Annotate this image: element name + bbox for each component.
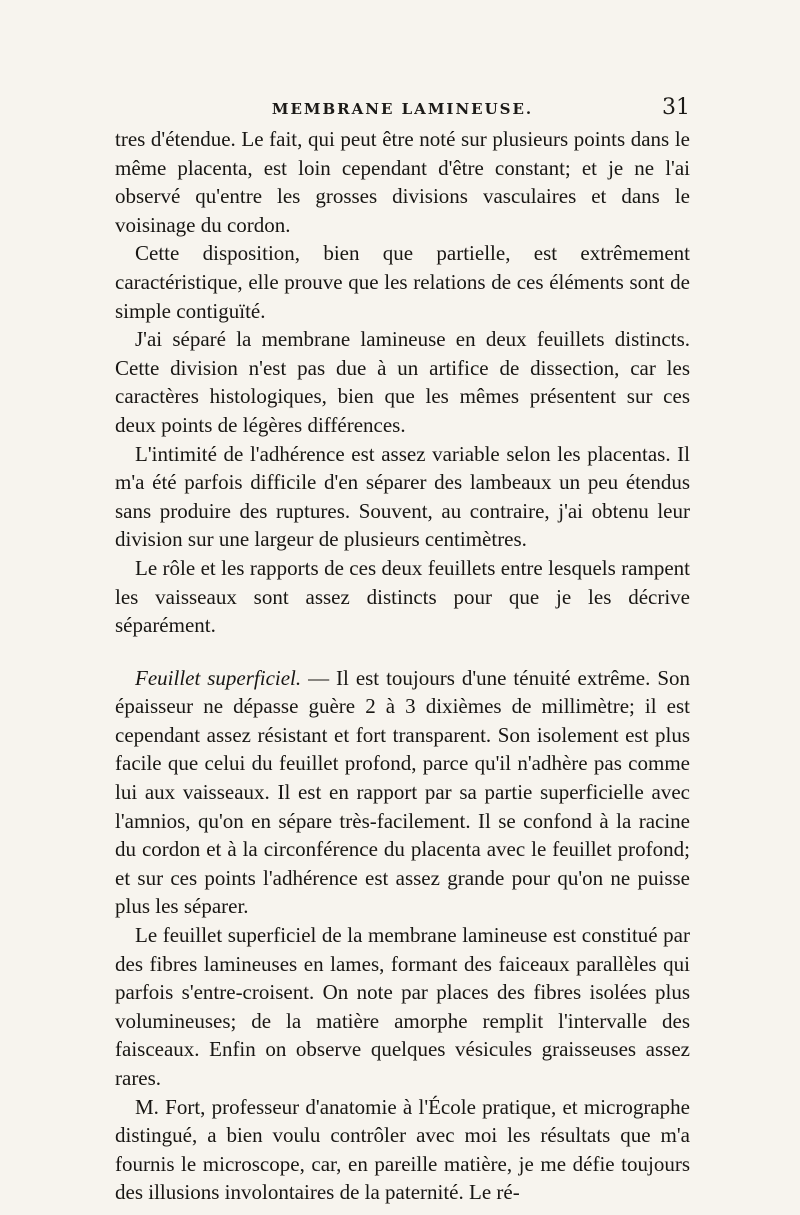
- running-header: [115, 96, 690, 126]
- paragraph-7: Le feuillet superficiel de la membrane lamineuse est constitué par des fibres lamineuses en lames, formant des faiceaux parallèles qui parfois s'entre-croisent. On note par places des fibres isolées plus volumineuses; de la matière amorphe remplit l'intervalle des faisceaux. Enfin on observe quelques vésicules graisseuses assez rares.: [115, 923, 690, 1090]
- body-text: [115, 125, 690, 1207]
- paragraph-6-text: — Il est toujours d'une ténuité extrême. Son épaisseur ne dépasse guère 2 à 3 dixièmes de millimètre; il est cependant assez résistant et fort transparent. Son isolement est plus facile que celui du feuillet profond, parce qu'il n'adhère pas comme lui aux vaisseaux. Il est en rapport par sa partie superficielle avec l'amnios, qu'on en sépare très-facilement. Il se confond à la racine du cordon et à la circonférence du placenta avec le feuillet profond; et sur ces points l'adhérence est assez grande pour qu'on ne puisse plus les séparer.: [115, 665, 691, 919]
- paragraph-5: Le rôle et les rapports de ces deux feuillets entre lesquels rampent les vaisseaux sont assez distincts pour que je les décrive séparément.: [115, 555, 690, 638]
- section-lead-feuillet-superficiel: Feuillet superficiel.: [135, 665, 302, 690]
- paragraph-6: [115, 664, 690, 921]
- section-spacer: [115, 640, 690, 664]
- paragraph-8: M. Fort, professeur d'anatomie à l'École pratique, et micrographe distingué, a bien voulu contrôler avec moi les résultats que m'a fournis le microscope, car, en pareille matière, je me défie toujours des illusions involontaires de la paternité. Le ré-: [115, 1094, 690, 1205]
- paragraph-3: J'ai séparé la membrane lamineuse en deux feuillets distincts. Cette division n'est pas due à un artifice de dissection, car les caractères histologiques, bien que les mêmes présentent sur ces deux points de légères différences.: [115, 327, 690, 437]
- running-title: MEMBRANE LAMINEUSE.: [271, 100, 534, 118]
- paragraph-2: Cette disposition, bien que partielle, est extrêmement caractéristique, elle prouve que les relations de ces éléments sont de simple contiguïté.: [115, 241, 690, 323]
- paragraph-1: tres d'étendue. Le fait, qui peut être noté sur plusieurs points dans le même placenta, est loin cependant d'être constant; et je ne l'ai observé qu'entre les grosses divisions vasculaires et dans le voisinage du cordon.: [115, 127, 690, 237]
- page-number: 31: [662, 95, 690, 120]
- paragraph-4: L'intimité de l'adhérence est assez variable selon les placentas. Il m'a été parfois difficile d'en séparer des lambeaux un peu étendus sans produire des ruptures. Souvent, au contraire, j'ai obtenu leur division sur une largeur de plusieurs centimètres.: [115, 441, 690, 552]
